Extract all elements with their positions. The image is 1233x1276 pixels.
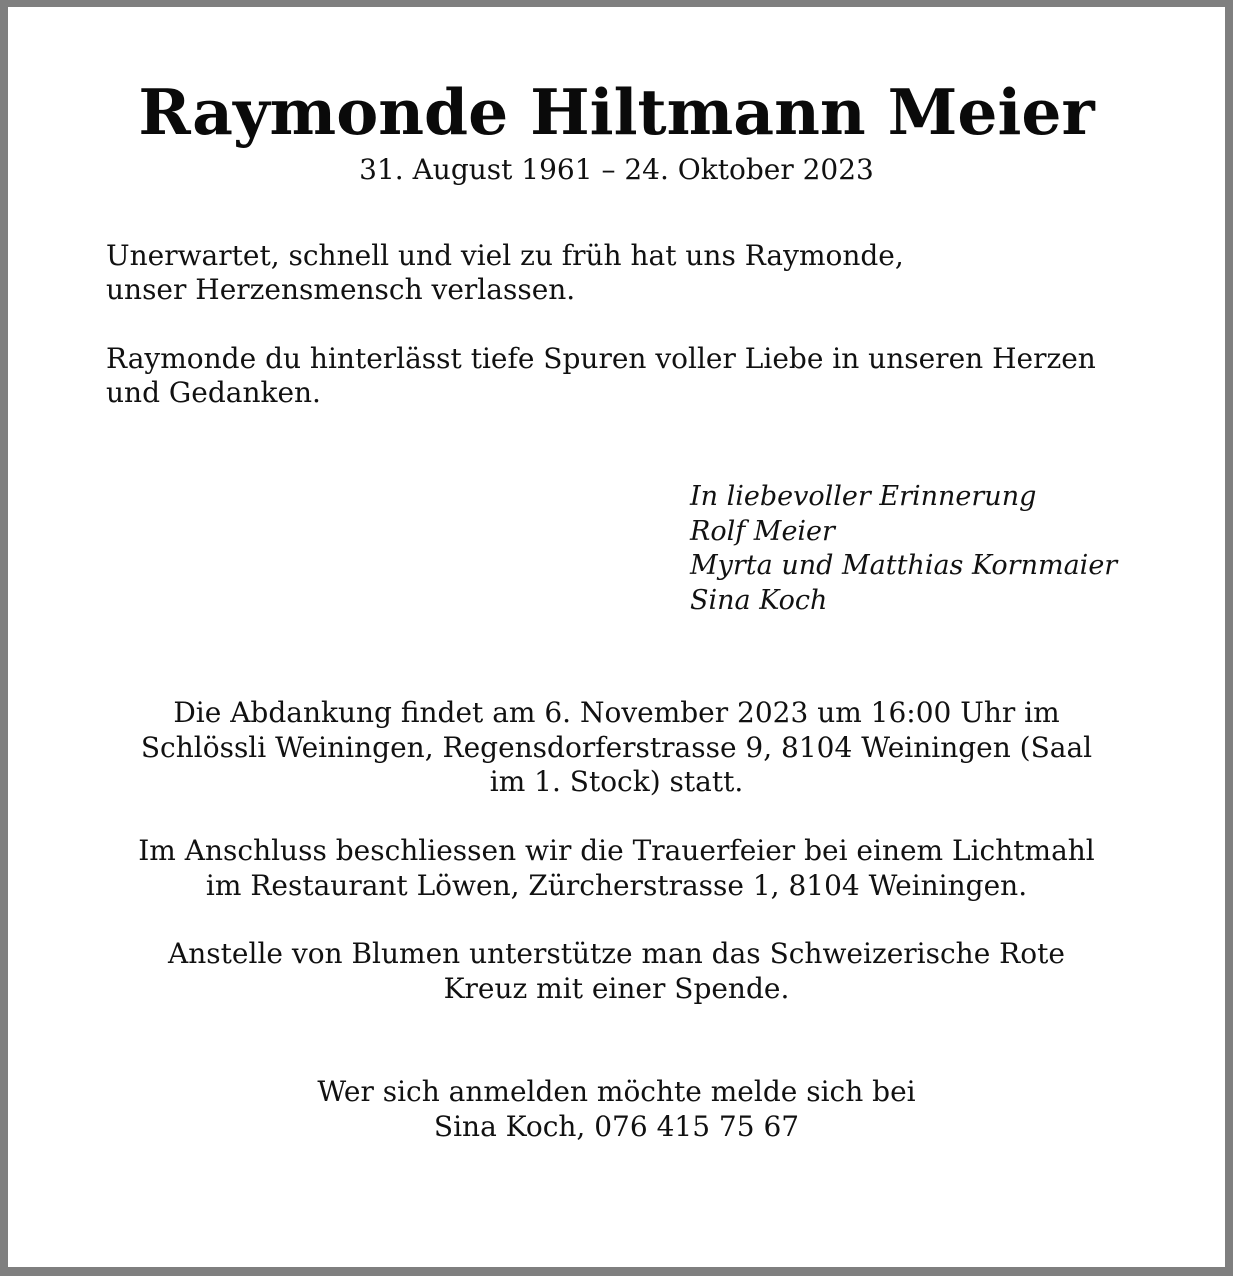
meal-line: Im Anschluss beschliessen wir die Trauerfeier bei einem Lichtmahl — [138, 834, 1095, 867]
donation-info — [0, 937, 1233, 1006]
meal-info — [0, 834, 1233, 903]
signature-heading: In liebevoller Erinnerung — [690, 481, 1037, 512]
tribute-line: und Gedanken. — [106, 376, 321, 409]
ceremony-info — [0, 696, 1233, 800]
tribute-line: Raymonde du hinterlässt tiefe Spuren voller Liebe in unseren Herzen — [106, 342, 1096, 375]
mourners-signature — [690, 480, 1117, 618]
ceremony-line: Die Abdankung findet am 6. November 2023 um 16:00 Uhr im — [173, 696, 1060, 729]
mourner-name: Myrta und Matthias Kornmaier — [690, 550, 1118, 581]
intro-line: Unerwartet, schnell und viel zu früh hat uns Raymonde, — [106, 239, 904, 272]
donation-line: Kreuz mit einer Spende. — [443, 971, 790, 1005]
deceased-name: Raymonde Hiltmann Meier — [138, 75, 1095, 149]
meal-line: im Restaurant Löwen, Zürcherstrasse 1, 8104 Weiningen. — [205, 868, 1028, 902]
ceremony-line: im 1. Stock) statt. — [489, 765, 744, 798]
intro-paragraph — [106, 239, 1166, 307]
ceremony-line: Schlössli Weiningen, Regensdorferstrasse 9, 8104 Weiningen (Saal — [140, 730, 1093, 764]
mourner-name: Rolf Meier — [690, 515, 835, 547]
registration-line: Wer sich anmelden möchte melde sich bei — [317, 1075, 916, 1108]
tribute-paragraph — [106, 342, 1166, 410]
life-dates: 31. August 1961 – 24. Oktober 2023 — [359, 153, 874, 186]
intro-line: unser Herzensmensch verlassen. — [106, 273, 576, 306]
registration-info — [0, 1075, 1233, 1144]
registration-contact: Sina Koch, 076 415 75 67 — [433, 1109, 800, 1143]
mourner-name: Sina Koch — [690, 584, 828, 616]
donation-line: Anstelle von Blumen unterstütze man das Schweizerische Rote — [168, 937, 1065, 970]
